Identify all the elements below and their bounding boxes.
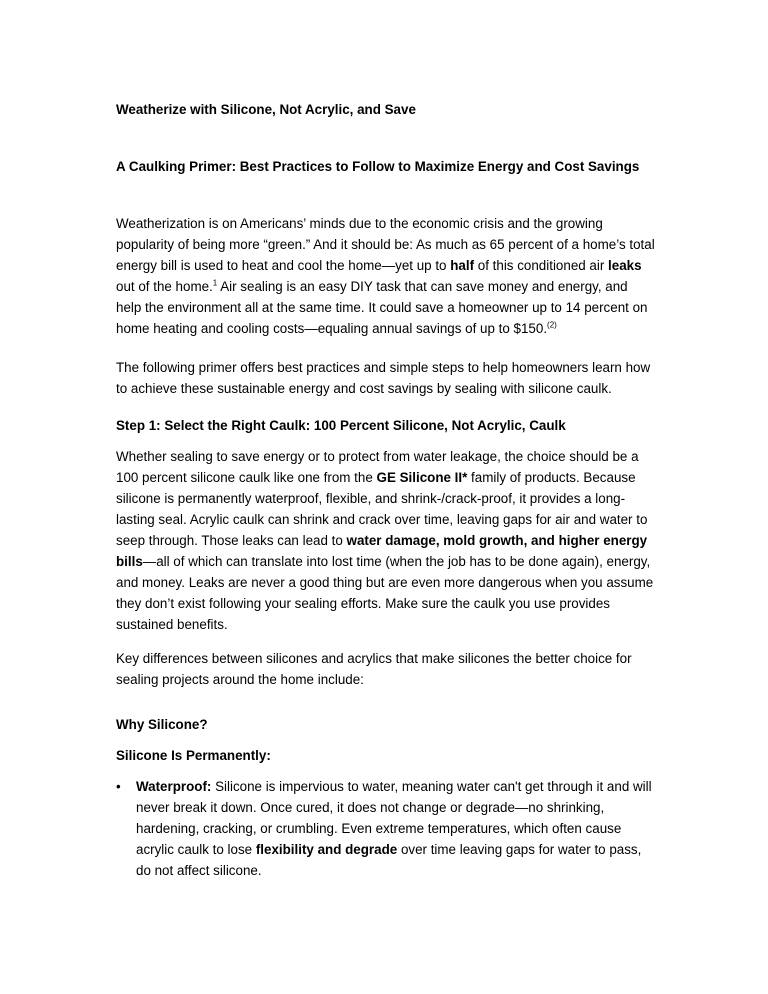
footnote-ref-2: (2) [547,320,557,330]
bullet-icon: • [116,779,121,794]
primer-paragraph: The following primer offers best practices and simple steps to help homeowners learn how to achieve these sustainable energy and cost savings by sealing with silicone caulk. [116,360,651,396]
document-subtitle: A Caulking Primer: Best Practices to Follow to Maximize Energy and Cost Savings [116,159,640,174]
emphasis-half: half [450,258,475,273]
step1-paragraph: Whether sealing to save energy or to protect from water leakage, the choice should be a 100 percent silicone caulk like one from the GE Silicone II* family of products. Because silicone is permanently waterproof, flexible, and shrink-/crack-proof, it provides a long-lasting seal. Acrylic caulk can shrink and crack over time, leaving gaps for air and water to seep through. Those leaks can lead to water damage, mold growth, and higher energy bills—all of which can translate into lost time (when the job has to be done again), energy, and money. Leaks are never a good thing but are even more dangerous when you assume they don’t exist following your sealing efforts. Make sure the caulk you use provides sustained benefits. [116,449,654,632]
footnote-ref-1: 1 [212,278,218,288]
document-title: Weatherize with Silicone, Not Acrylic, and Save [116,102,416,117]
intro-paragraph: Weatherization is on Americans’ minds due to the economic crisis and the growing popularity of being more “green.” And it should be: As much as 65 percent of a home’s total energy bill is used to heat and cool the home—yet up to half of this conditioned air leaks out of the home.$^1$ Air sealing is an easy DIY task that can save money and energy, and help the environment all at the same time. It could save a homeowner up to 14 percent on home heating and cooling costs—equaling annual savings of up to $150.$^{(2)}$ [116,216,655,336]
emphasis-leaks: leaks [608,258,642,273]
key-differences-paragraph: Key differences between silicones and acrylics that make silicones the better choice for sealing projects around the home include: [116,651,632,687]
emphasis-flexibility: flexibility and degrade [255,842,398,857]
step1-heading: Step 1: Select the Right Caulk: 100 Percent Silicone, Not Acrylic, Caulk [116,418,566,433]
properties-list [116,776,656,881]
why-silicone-heading: Why Silicone? [116,717,208,732]
emphasis-product-name: GE Silicone II* [376,470,468,485]
list-item-waterproof: • Waterproof: Silicone is impervious to water, meaning water can't get through it and will never break it down. Once cured, it does not change or degrade—no shrinking, hardening, cracking, or crumbling. Even extreme temperatures, which often cause acrylic caulk to lose flexibility and degrade over time leaving gaps for water to pass, do not affect silicone. [116,776,656,881]
emphasis-consequences: water damage, mold growth, and higher energy bills [116,533,648,569]
waterproof-label: Waterproof: [136,779,212,794]
permanently-heading: Silicone Is Permanently: [116,748,271,763]
